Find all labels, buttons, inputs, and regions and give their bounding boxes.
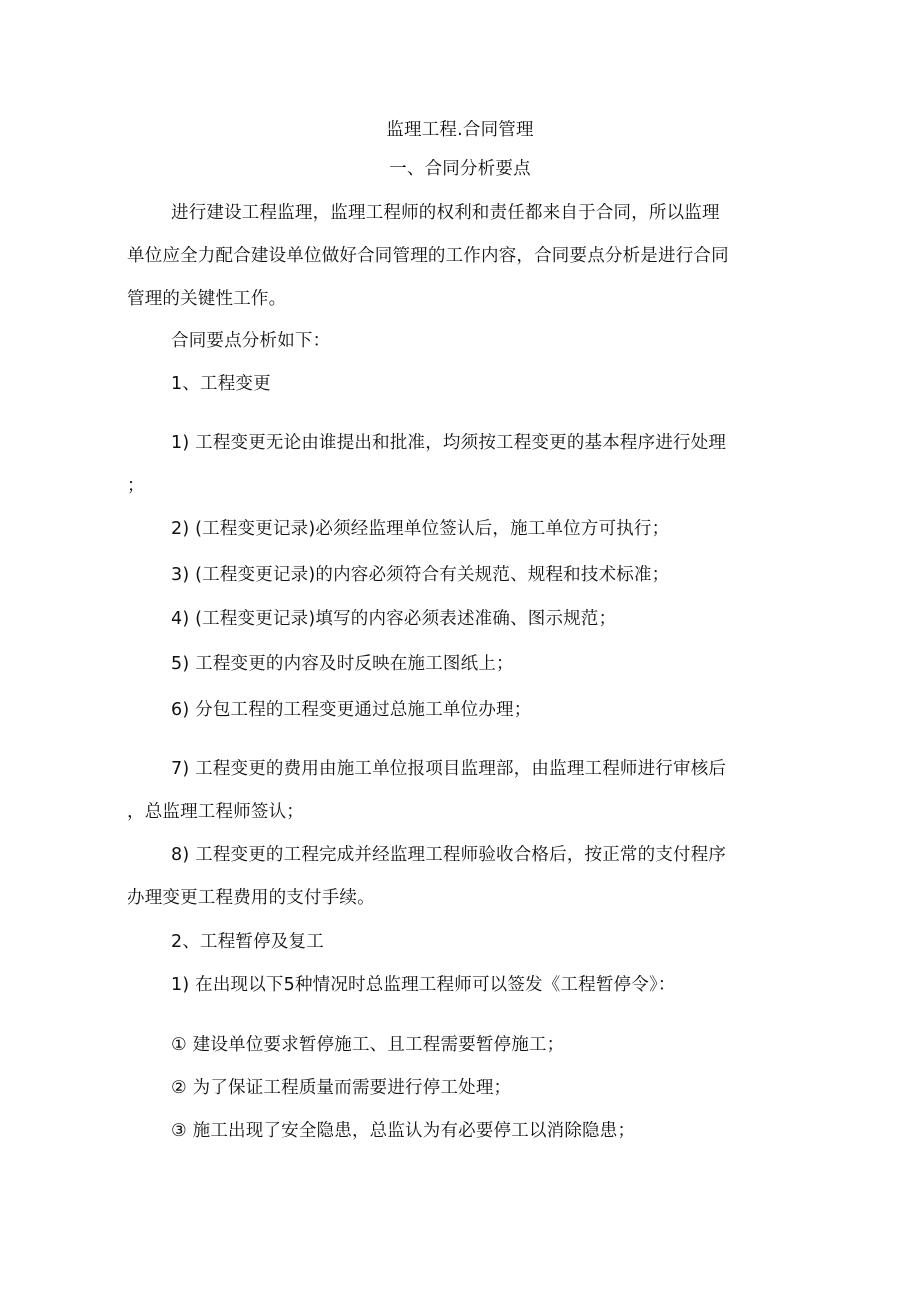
change-point-3: 3) (工程变更记录)的内容必须符合有关规范、规程和技术标准； [171, 565, 670, 585]
intro-line-3: 管理的关键性工作。 [127, 289, 287, 309]
change-point-5: 5) 工程变更的内容及时反映在施工图纸上； [171, 654, 514, 674]
section-heading-contract-analysis: 一、合同分析要点 [389, 159, 531, 179]
change-point-2: 2) (工程变更记录)必须经监理单位签认后，施工单位方可执行； [171, 519, 670, 539]
change-point-1-continued: ； [127, 476, 145, 496]
change-point-7-continued: ，总监理工程师签认； [127, 802, 304, 822]
suspension-case-3: ③ 施工出现了安全隐患，总监认为有必要停工以消除隐患； [171, 1121, 636, 1141]
intro-line-1: 进行建设工程监理，监理工程师的权利和责任都来自于合同，所以监理 [171, 203, 720, 223]
item-heading-suspension-resumption: 2、工程暂停及复工 [171, 932, 324, 952]
change-point-7: 7) 工程变更的费用由施工单位报项目监理部，由监理工程师进行审核后 [171, 759, 727, 779]
item-heading-engineering-change: 1、工程变更 [171, 374, 271, 394]
change-point-4: 4) (工程变更记录)填写的内容必须表述准确、图示规范； [171, 609, 617, 629]
document-title: 监理工程.合同管理 [386, 120, 534, 140]
change-point-8: 8) 工程变更的工程完成并经监理工程师验收合格后，按正常的支付程序 [171, 845, 727, 865]
change-point-1: 1) 工程变更无论由谁提出和批准，均须按工程变更的基本程序进行处理 [171, 433, 727, 453]
change-point-8-continued: 办理变更工程费用的支付手续。 [127, 888, 375, 908]
suspension-lead: 1) 在出现以下5种情况时总监理工程师可以签发《工程暂停令》： [171, 975, 676, 995]
suspension-case-2: ② 为了保证工程质量而需要进行停工处理； [171, 1078, 512, 1098]
intro-line-2: 单位应全力配合建设单位做好合同管理的工作内容，合同要点分析是进行合同 [127, 246, 729, 266]
suspension-case-1: ① 建设单位要求暂停施工、且工程需要暂停施工； [171, 1035, 565, 1055]
change-point-6: 6) 分包工程的工程变更通过总施工单位办理； [171, 700, 532, 720]
analysis-lead: 合同要点分析如下： [171, 331, 331, 351]
